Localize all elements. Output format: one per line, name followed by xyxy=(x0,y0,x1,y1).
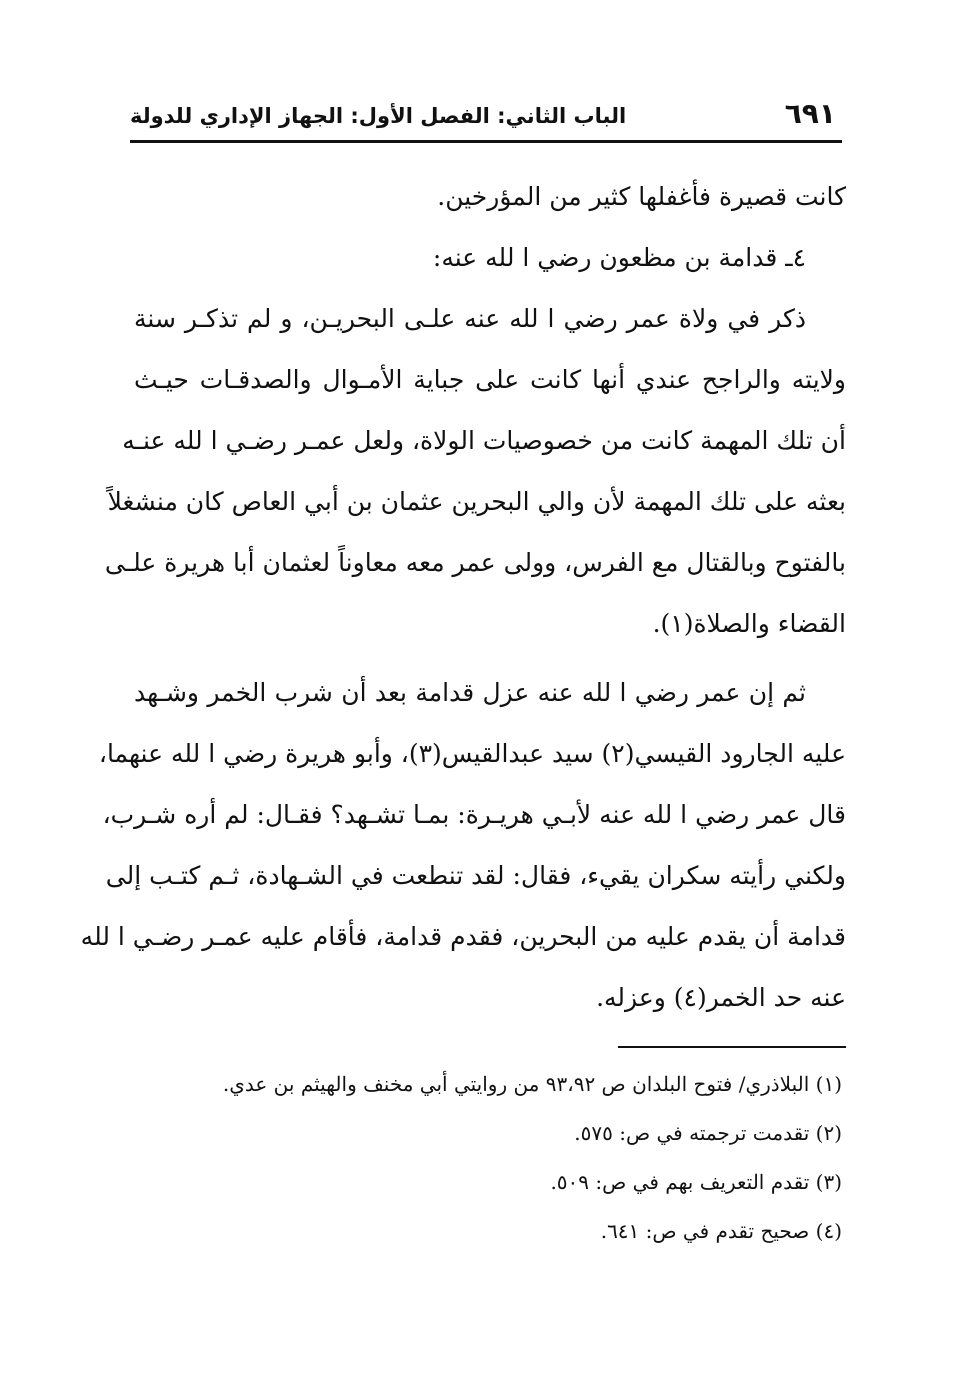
text-line: أن تلك المهمة كانت من خصوصيات الولاة، ولعل عمـر رضـي ا لله عنـه xyxy=(122,426,846,455)
running-title: الباب الثاني: الفصل الأول: الجهاز الإداري للدولة xyxy=(130,104,627,128)
text-line: ولايته والراجح عندي أنها كانت على جباية الأمـوال والصدقـات حيـث xyxy=(134,365,846,394)
page-header xyxy=(130,96,842,142)
text-line: القضاء والصلاة(١). xyxy=(652,609,846,638)
footnote: (٢) تقدمت ترجمته في ص: ٥٧٥. xyxy=(574,1121,842,1145)
footnote: (٤) صحيح تقدم في ص: ٦٤١. xyxy=(600,1219,842,1243)
footnote: (١) البلاذري/ فتوح البلدان ص ٩٣،٩٢ من روايتي أبي مخنف والهيثم بن عدي. xyxy=(222,1072,842,1096)
footnote: (٣) تقدم التعريف بهم في ص: ٥٠٩. xyxy=(550,1170,842,1194)
main-text xyxy=(80,166,846,1028)
footnotes xyxy=(160,1060,846,1256)
text-line: عنه حد الخمر(٤) وعزله. xyxy=(596,983,846,1012)
text-line: كانت قصيرة فأغفلها كثير من المؤرخين. xyxy=(437,182,846,211)
text-line: قال عمر رضي ا لله عنه لأبـي هريـرة: بمـا تشـهد؟ فقـال: لم أره شـرب، xyxy=(102,800,846,829)
text-line: عليه الجارود القيسي(٢) سيد عبدالقيس(٣)، وأبو هريرة رضي ا لله عنهما، xyxy=(98,739,846,768)
paragraph-gap xyxy=(134,654,846,662)
text-line: ولكني رأيته سكران يقيء، فقال: لقد تنطعت في الشـهادة، ثـم كتـب إلى xyxy=(105,861,846,890)
section-heading: ٤ـ قدامة بن مظعون رضي ا لله عنه: xyxy=(432,243,806,272)
text-line: ثم إن عمر رضي ا لله عنه عزل قدامة بعد أن شرب الخمر وشـهد xyxy=(134,678,806,707)
text-line: بالفتوح وبالقتال مع الفرس، وولى عمر معه معاوناً لعثمان أبا هريرة علـى xyxy=(104,548,846,577)
text-line: ذكر في ولاة عمر رضي ا لله عنه علـى البحريـن، و لم تذكـر سنة xyxy=(134,304,806,333)
header-rule xyxy=(130,140,842,143)
text-line: قدامة أن يقدم عليه من البحرين، فقدم قدامة، فأقام عليه عمـر رضـي ا لله xyxy=(80,922,846,951)
page-number: ٦٩١ xyxy=(784,97,836,130)
footnote-rule xyxy=(618,1046,846,1048)
text-line: بعثه على تلك المهمة لأن والي البحرين عثمان بن أبي العاص كان منشغلاً xyxy=(107,487,846,516)
